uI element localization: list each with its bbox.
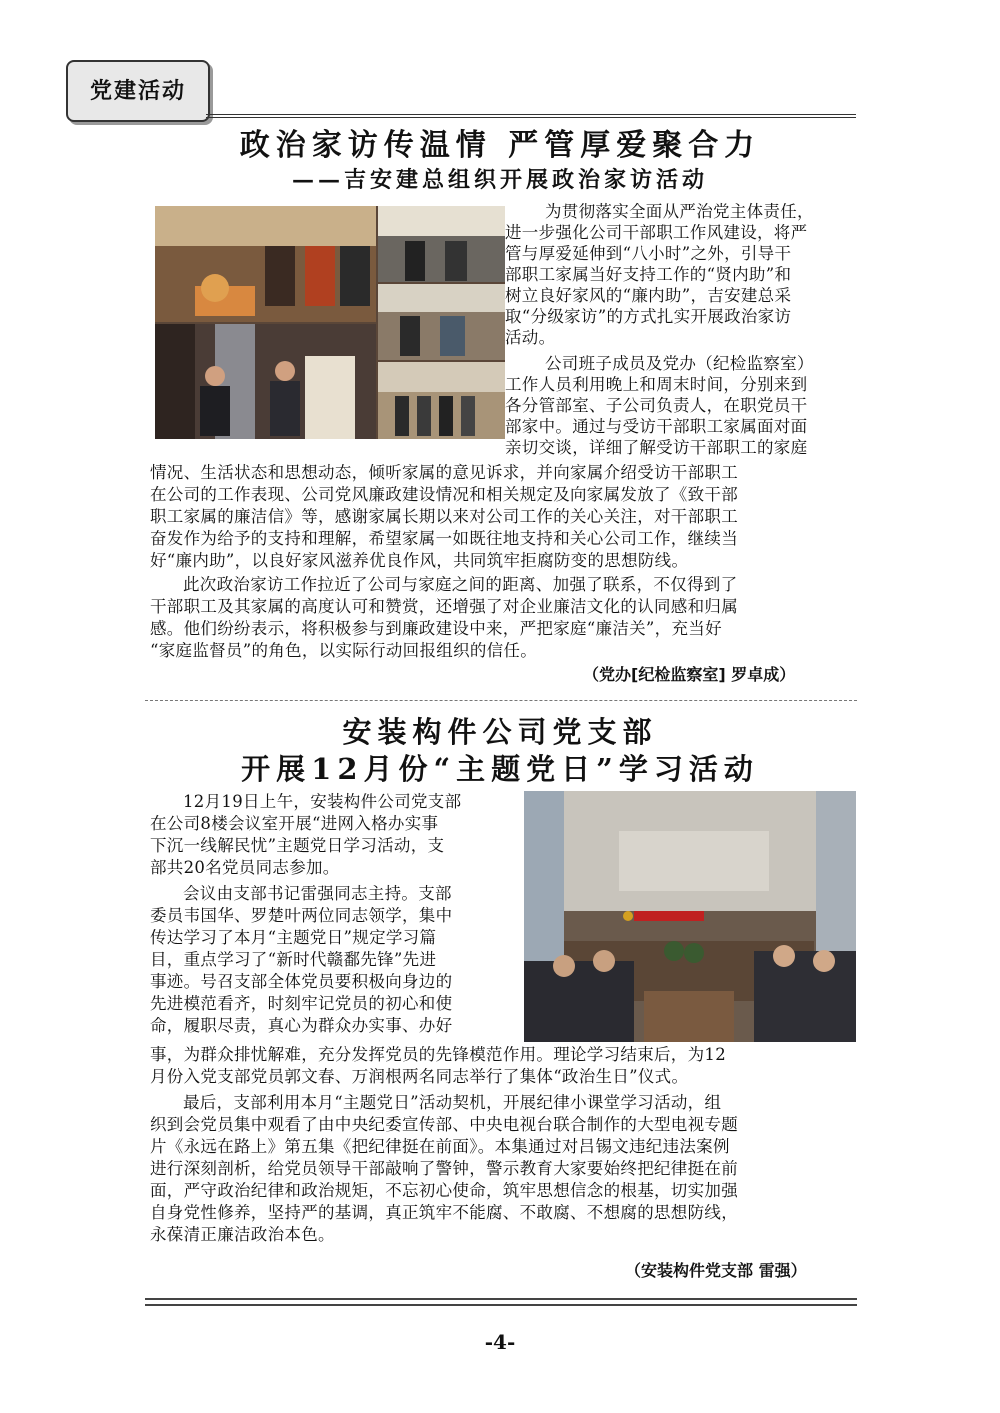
article1-line: 在公司的工作表现、公司党风廉政建设情况和相关规定及向家属发放了《致干部: [150, 485, 738, 504]
article2-line: 面，严守政治纪律和政治规矩，不忘初心使命，筑牢思想信念的根基，切实加强: [150, 1181, 738, 1200]
article1-line: 树立良好家风的“廉内助”，吉安建总采: [505, 286, 792, 305]
article1-line: 活动。: [505, 328, 556, 347]
article2-line: 月份入党支部党员郭文春、万润根两名同志举行了集体“政治生日”仪式。: [150, 1067, 689, 1086]
article2-line: 命，履职尽责，真心为群众办实事、办好: [150, 1016, 453, 1035]
article2-line: 下沉一线解民忧”主题党日学习活动，支: [150, 836, 445, 855]
article1-line: 感。他们纷纷表示，将积极参与到廉政建设中来，严把家庭“廉洁关”，充当好: [150, 619, 722, 638]
article2-line: 会议由支部书记雷强同志主持。支部: [183, 884, 452, 903]
article2-line: 委员韦国华、罗楚叶两位同志领学，集中: [150, 906, 453, 925]
article1-line: 干部职工及其家属的高度认可和赞赏，还增强了对企业廉洁文化的认同感和归属: [150, 597, 738, 616]
article2-line: 12月19日上午，安装构件公司党支部: [183, 792, 462, 811]
article1-line: 情况、生活状态和思想动态，倾听家属的意见诉求，并向家属介绍受访干部职工: [150, 463, 738, 482]
article2-line: 事，为群众排忧解难，充分发挥党员的先锋模范作用。理论学习结束后，为12: [150, 1045, 726, 1064]
article2-line: 传达学习了本月“主题党日”规定学习篇: [150, 928, 437, 947]
article1-line: 进一步强化公司干部职工作风建设，将严: [505, 223, 808, 242]
article1-line: 此次政治家访工作拉近了公司与家庭之间的距离、加强了联系，不仅得到了: [183, 575, 738, 594]
article2-line: 永葆清正廉洁政治本色。: [150, 1225, 335, 1244]
section-tab-label: 党建活动: [89, 79, 186, 104]
article2-line: 在公司8楼会议室开展“进网入格办实事: [150, 814, 439, 833]
article1-line: 公司班子成员及党办（纪检监察室）: [545, 354, 814, 373]
article2-line: 部共20名党员同志参加。: [150, 858, 340, 877]
header-rule: [206, 114, 856, 118]
meeting-image: [524, 791, 856, 1042]
article1-line: 为贯彻落实全面从严治党主体责任，: [545, 202, 814, 221]
article1-line: 工作人员利用晚上和周末时间，分别来到: [505, 375, 808, 394]
collage-image: [155, 206, 505, 439]
article1-line: 好“廉内助”，以良好家风滋养优良作风，共同筑牢拒腐防变的思想防线。: [150, 551, 689, 570]
article1-photo-collage: [155, 206, 505, 439]
article1-line: “家庭监督员”的角色，以实际行动回报组织的信任。: [150, 641, 538, 660]
article2-title-line2: 开展12月份“主题党日”学习活动: [241, 752, 759, 786]
section-tab: [66, 60, 210, 122]
article1-line: 部家中。通过与受访干部职工家属面对面: [505, 417, 808, 436]
footer-rule: [145, 1298, 857, 1306]
article1-subtitle: ——吉安建总组织开展政治家访活动: [291, 167, 708, 193]
article2-line: 进行深刻剖析，给党员领导干部敲响了警钟，警示教育大家要始终把纪律挺在前: [150, 1159, 738, 1178]
article1-line: 奋发作为给予的支持和理解，希望家属一如既往地支持和关心公司工作，继续当: [150, 529, 738, 548]
article1-line: 职工家属的廉洁信》等，感谢家属长期以来对公司工作的关心关注，对干部职工: [150, 507, 738, 526]
article2-line: 目，重点学习了“新时代赣鄱先锋”先进: [150, 950, 437, 969]
article2-title-line1: 安装构件公司党支部: [342, 715, 658, 749]
article1-line: 各分管部室、子公司负责人，在职党员干: [505, 396, 808, 415]
article2-meeting-photo: [524, 791, 856, 1042]
article1-line: 部职工家属当好支持工作的“贤内助”和: [505, 265, 792, 284]
page-number: -4-: [484, 1330, 516, 1354]
article2-signature: （安装构件党支部 雷强）: [625, 1261, 807, 1280]
article1-signature: （党办[纪检监察室] 罗卓成）: [583, 665, 796, 684]
article2-line: 自身党性修养，坚持严的基调，真正筑牢不能腐、不敢腐、不想腐的思想防线，: [150, 1203, 738, 1222]
article2-line: 最后，支部利用本月“主题党日”活动契机，开展纪律小课堂学习活动，组: [183, 1093, 722, 1112]
article2-line: 织到会党员集中观看了由中央纪委宣传部、中央电视台联合制作的大型电视专题: [150, 1115, 738, 1134]
article1-title: 政治家访传温情 严管厚爱聚合力: [239, 128, 761, 163]
article2-line: 事迹。号召支部全体党员要积极向身边的: [150, 972, 453, 991]
section-divider: [145, 700, 857, 701]
article1-line: 管与厚爱延伸到“八小时”之外，引导干: [505, 244, 792, 263]
article2-line: 片《永远在路上》第五集《把纪律挺在前面》。本集通过对吕锡文违纪违法案例: [150, 1137, 730, 1156]
article1-line: 亲切交谈，详细了解受访干部职工的家庭: [505, 438, 808, 457]
article2-line: 先进模范看齐，时刻牢记党员的初心和使: [150, 994, 453, 1013]
article1-line: 取“分级家访”的方式扎实开展政治家访: [505, 307, 792, 326]
